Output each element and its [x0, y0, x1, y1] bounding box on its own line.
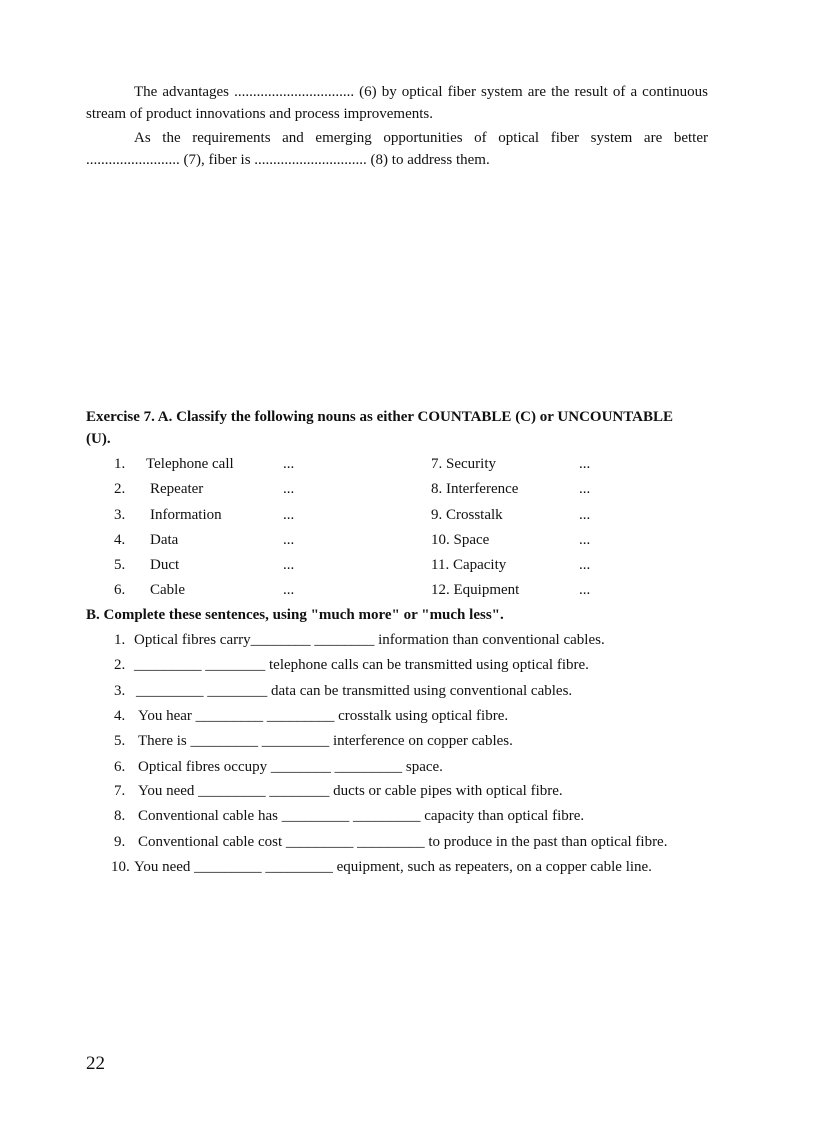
sentence-number: 4. — [114, 708, 126, 724]
page-number: 22 — [86, 1053, 105, 1074]
list-item-noun: Duct — [150, 557, 180, 573]
sentence-text: Conventional cable has _________ _________ capacity than optical fibre. — [138, 808, 585, 824]
paragraph-requirements-text: As the requirements and emerging opportunities of optical fiber system are better ......................... (7), fiber is .............................. (8) to address them. — [86, 130, 708, 168]
part-b-title: B. Complete these sentences, using "much more" or "much less". — [86, 607, 504, 623]
list-item-answer: ... — [283, 507, 295, 523]
sentence-number: 5. — [114, 733, 126, 749]
list-item-number: 5. — [114, 557, 126, 573]
sentence-text: You hear _________ _________ crosstalk using optical fibre. — [138, 708, 509, 724]
sentence-number: 9. — [114, 834, 126, 850]
sentence-text: There is _________ _________ interference on copper cables. — [138, 733, 513, 749]
list-item-answer: ... — [283, 557, 295, 573]
list-item-noun: 7. Security — [431, 456, 496, 472]
sentence-text: _________ ________ data can be transmitted using conventional cables. — [136, 683, 573, 699]
list-item-answer: ... — [283, 481, 295, 497]
list-item-number: 2. — [114, 481, 126, 497]
sentence-number: 2. — [114, 657, 126, 673]
paragraph-requirements — [86, 127, 708, 171]
list-item-noun: Repeater — [150, 481, 204, 497]
list-item-answer: ... — [579, 557, 591, 573]
list-item-noun: 9. Crosstalk — [431, 507, 503, 523]
list-item-answer: ... — [579, 481, 591, 497]
list-item-answer: ... — [283, 582, 295, 598]
list-item-answer: ... — [579, 507, 591, 523]
sentence-text: Optical fibres occupy ________ _________ space. — [138, 759, 443, 775]
list-item-noun: 8. Interference — [431, 481, 519, 497]
sentence-number: 1. — [114, 632, 126, 648]
list-item-number: 1. — [114, 456, 126, 472]
sentence-text: You need _________ ________ ducts or cable pipes with optical fibre. — [138, 783, 563, 799]
sentence-number: 10. — [111, 859, 130, 875]
list-item-number: 4. — [114, 532, 126, 548]
list-item-answer: ... — [579, 532, 591, 548]
sentence-number: 6. — [114, 759, 126, 775]
sentence-number: 8. — [114, 808, 126, 824]
sentence-number: 3. — [114, 683, 126, 699]
list-item-answer: ... — [283, 532, 295, 548]
list-item-noun: 10. Space — [431, 532, 490, 548]
list-item-answer: ... — [283, 456, 295, 472]
list-item-noun: Cable — [150, 582, 185, 598]
exercise-title-continued: (U). — [86, 431, 111, 447]
list-item-noun: Telephone call — [146, 456, 234, 472]
list-item-noun: 12. Equipment — [431, 582, 520, 598]
list-item-answer: ... — [579, 582, 591, 598]
sentence-text: _________ ________ telephone calls can be transmitted using optical fibre. — [134, 657, 589, 673]
sentence-text: Conventional cable cost _________ _________ to produce in the past than optical fibre. — [138, 834, 668, 850]
list-item-answer: ... — [579, 456, 591, 472]
list-item-number: 6. — [114, 582, 126, 598]
paragraph-advantages — [86, 81, 708, 125]
exercise-title: Exercise 7. A. Classify the following nouns as either COUNTABLE (C) or UNCOUNTABLE — [86, 409, 673, 425]
sentence-text: You need _________ _________ equipment, such as repeaters, on a copper cable line. — [134, 859, 652, 875]
sentence-text: Optical fibres carry________ ________ information than conventional cables. — [134, 632, 605, 648]
list-item-noun: Information — [150, 507, 222, 523]
list-item-noun: 11. Capacity — [431, 557, 507, 573]
list-item-noun: Data — [150, 532, 179, 548]
paragraph-advantages-text: The advantages ................................ (6) by optical fiber system are the result of a continuous stream of product innovations and process improvements. — [86, 84, 708, 122]
list-item-number: 3. — [114, 507, 126, 523]
sentence-number: 7. — [114, 783, 126, 799]
